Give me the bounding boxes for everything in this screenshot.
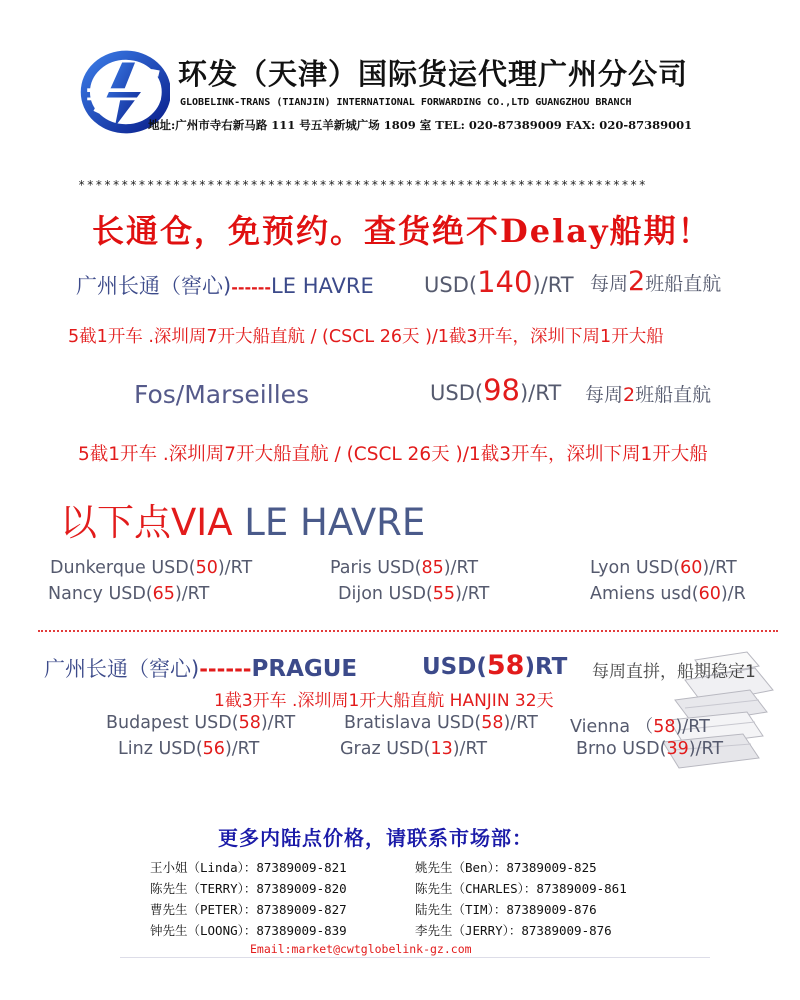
company-address: 地址:广州市寺右新马路 111 号五羊新城广场 1809 室 TEL: 020-87389009 FAX: 020-87389001 (148, 118, 693, 132)
price-value: 140 (477, 265, 533, 299)
contact-person: 陆先生（TIM）：87389009-876 (415, 902, 597, 917)
city-price-graz: Graz USD(13)/RT (340, 739, 488, 759)
company-name-cn: 环发（天津）国际货运代理广州分公司 (178, 57, 689, 91)
city-price-budapest: Budapest USD(58)/RT (106, 713, 296, 733)
route-origin: 广州长通（窖心) (44, 657, 200, 681)
city-price-amiens: Amiens usd(60)/R (590, 584, 746, 604)
freq-prefix: 每周 (590, 273, 629, 295)
le-havre-price (424, 265, 574, 299)
fos-route: Fos/Marseilles (134, 380, 310, 409)
freq-number: 2 (628, 266, 646, 297)
company-name-en: GLOBELINK-TRANS (TIANJIN) INTERNATIONAL FORWARDING CO.,LTD GUANGZHOU BRANCH (180, 97, 632, 108)
city-price-dijon: Dijon USD(55)/RT (338, 584, 490, 604)
route-destination: PRAGUE (251, 656, 358, 682)
le-havre-schedule: 5截1开车 .深圳周7开大船直航 / (CSCL 26天 )/1截3开车，深圳下周1开大船 (68, 327, 664, 347)
bottom-rule (120, 957, 710, 958)
via-heading-via: VIA (171, 501, 245, 544)
prague-route (44, 653, 357, 683)
contact-email[interactable]: Email:market@cwtglobelink-gz.com (250, 942, 472, 956)
price-prefix: USD( (422, 654, 487, 680)
city-price-nancy: Nancy USD(65)/RT (48, 584, 210, 604)
city-price-brno: Brno USD(39)/RT (576, 739, 724, 759)
city-price-vienna: Vienna （58)/RT (570, 717, 710, 737)
fos-schedule: 5截1开车 .深圳周7开大船直航 / (CSCL 26天 )/1截3开车，深圳下周1开大船 (78, 444, 708, 465)
fos-price (430, 373, 561, 407)
contact-person: 王小姐（Linda）：87389009-821 (150, 860, 347, 875)
contact-person: 钟先生（LOONG）：87389009-839 (150, 923, 347, 938)
prague-schedule: 1截3开车 .深圳周1开大船直航 HANJIN 32天 (214, 691, 554, 711)
prague-frequency: 每周直拼，船期稳定1 (592, 662, 756, 682)
price-unit: )RT (524, 654, 568, 680)
contact-heading: 更多内陆点价格，请联系市场部： (218, 826, 533, 850)
freq-number: 2 (623, 384, 636, 406)
price-value: 58 (486, 650, 525, 681)
city-price-paris: Paris USD(85)/RT (330, 558, 479, 578)
price-prefix: USD( (424, 273, 478, 297)
slogan: 长通仓，免预约。查货绝不Delay船期！ (92, 212, 712, 250)
city-price-dunkerque: Dunkerque USD(50)/RT (50, 558, 253, 578)
price-unit: )/RT (519, 381, 562, 405)
contact-person: 曹先生（PETER）：87389009-827 (150, 902, 347, 917)
via-heading-cn: 以下点 (60, 501, 171, 544)
freq-suffix: 班船直航 (645, 273, 722, 295)
freq-prefix: 每周 (585, 384, 624, 406)
city-price-bratislava: Bratislava USD(58)/RT (344, 713, 538, 733)
price-unit: )/RT (532, 273, 574, 297)
via-heading-dest: LE HAVRE (244, 501, 426, 544)
price-value: 98 (483, 373, 520, 407)
contact-person: 陈先生（TERRY）：87389009-820 (150, 881, 347, 896)
le-havre-route (76, 270, 374, 300)
contact-person: 姚先生（Ben）：87389009-825 (415, 860, 597, 875)
route-dash: ------ (231, 278, 272, 297)
prague-price (422, 650, 567, 681)
fos-frequency (585, 380, 711, 407)
city-price-linz: Linz USD(56)/RT (118, 739, 260, 759)
le-havre-frequency (590, 266, 721, 297)
star-separator: ****************************************************************** (78, 178, 648, 192)
route-dash: ------ (199, 657, 252, 681)
freq-suffix: 班船直航 (635, 384, 712, 406)
route-destination: LE HAVRE (271, 274, 374, 298)
contact-person: 李先生（JERRY）：87389009-876 (415, 923, 612, 938)
price-prefix: USD( (430, 381, 484, 405)
dotted-divider (38, 630, 778, 632)
route-origin: 广州长通（窖心) (76, 274, 232, 298)
city-price-lyon: Lyon USD(60)/RT (590, 558, 737, 578)
via-heading (60, 492, 425, 546)
contact-person: 陈先生（CHARLES）：87389009-861 (415, 881, 627, 896)
